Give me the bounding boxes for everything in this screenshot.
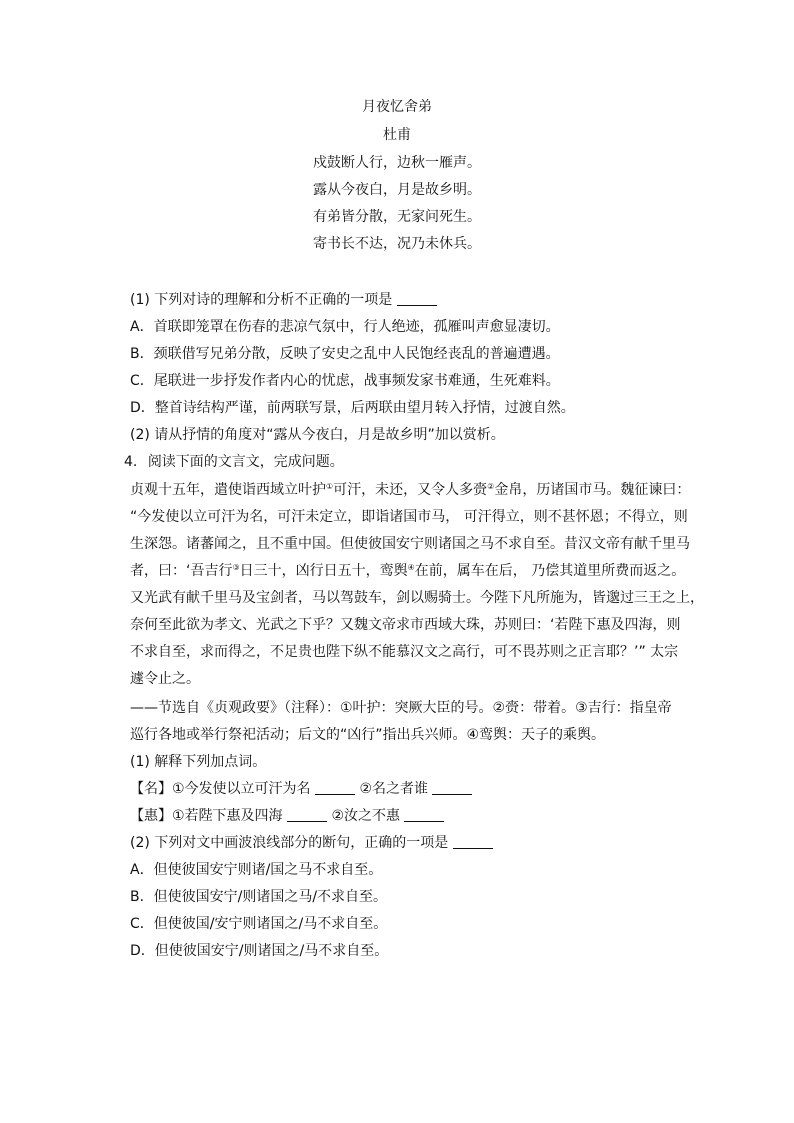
question-title: 阅读下面的文言文，完成问题。	[147, 454, 344, 470]
word-hui	[130, 805, 444, 825]
note-marker: ②	[487, 482, 495, 491]
answer-blank[interactable]	[287, 807, 327, 822]
option-a: A．但使彼国安宁则诸/国之马不求自至。	[130, 862, 383, 878]
passage-line: 又光武有献千里马及宝剑者，马以驾鼓车，剑以赐骑士。今陛下凡所施为，皆邈过三王之上，	[130, 590, 704, 606]
option-a: A．首联即笼罩在伤春的悲凉气氛中，行人绝迹，孤雁叫声愈显凄切。	[130, 319, 560, 335]
option-c: C．尾联进一步抒发作者内心的忧虑，战事频发家书难通，生死难料。	[130, 373, 560, 389]
passage-text: 金帛，历诸国市马。魏征谏曰：	[494, 482, 691, 498]
note-marker: ③	[232, 563, 240, 572]
passage-text: 日三十，凶行日五十，鸾舆	[239, 563, 408, 579]
poem-line: 寄书长不达，况乃未休兵。	[313, 236, 481, 252]
word-ming	[130, 778, 472, 798]
poem-line: 有弟皆分散，无家问死生。	[313, 209, 481, 225]
option-b: B．颈联借写兄弟分散，反映了安史之乱中人民饱经丧乱的普遍遭遇。	[130, 346, 560, 362]
option-d: D．整首诗结构严谨，前两联写景，后两联由望月转入抒情，过渡自然。	[130, 400, 575, 416]
passage-text: 者，曰：‘吾吉行	[130, 563, 233, 579]
answer-blank[interactable]	[432, 780, 472, 795]
passage-line: “今发使以立可汗为名，可汗未定立，即诣诸国市马， 可汗得立，则不甚怀恩；不得立，则	[130, 509, 688, 525]
passage-line: 不求自至，求而得之，不足贵也陛下纵不能慕汉文之高行，可不畏苏则之正言耶？’” 太宗	[130, 644, 679, 660]
question-3-2: (2) 请从抒情的角度对“露从今夜白，月是故乡明”加以赏析。	[130, 427, 505, 443]
passage-line	[130, 479, 690, 499]
item-text: 【惠】①若陛下惠及四海	[130, 808, 283, 824]
question-4-2	[130, 832, 493, 852]
answer-blank[interactable]	[404, 807, 444, 822]
option-d: D．但使彼国安宁/则诸国之/马不求自至。	[130, 943, 389, 959]
question-number: 4.	[124, 454, 138, 470]
note-marker: ④	[407, 563, 415, 572]
question-3-1	[130, 289, 437, 309]
passage-line	[130, 560, 685, 580]
passage-text: 可汗，未还，又令人多赍	[333, 482, 488, 498]
item-text: ②汝之不惠	[331, 808, 401, 824]
passage-line: 生深怨。诸蕃闻之，且不重中国。但使彼国安宁则诸国之马不求自至。昔汉文帝有献千里马	[130, 536, 690, 552]
answer-blank[interactable]	[315, 780, 355, 795]
annotation-line: ——节选自《贞观政要》（注释）：①叶护：突厥大臣的号。②赍：带着。③吉行：指皇帝	[130, 700, 672, 716]
poem-author: 杜甫	[383, 127, 411, 143]
option-c: C．但使彼国/安宁则诸国之/马不求自至。	[130, 916, 388, 932]
answer-blank[interactable]	[453, 834, 493, 849]
poem-line: 露从今夜白，月是故乡明。	[313, 182, 481, 198]
option-b: B．但使彼国安宁/则诸国之马/不求自至。	[130, 889, 388, 905]
poem-title: 月夜忆舍弟	[362, 99, 432, 115]
item-text: ②名之者谁	[359, 781, 429, 797]
passage-text: 贞观十五年，遣使诣西域立叶护	[130, 482, 326, 498]
question-text: (2) 下列对文中画波浪线部分的断句，正确的一项是	[130, 835, 449, 851]
question-4-heading	[124, 451, 344, 471]
passage-text: 在前，属车在后， 乃偿其道里所费而返之。	[414, 563, 686, 579]
note-marker: ①	[326, 482, 334, 491]
passage-line: 奈何至此欲为孝文、光武之下乎？又魏文帝求市西域大珠，苏则曰：‘若陛下惠及四海，则	[130, 617, 681, 633]
item-text: 【名】①今发使以立可汗为名	[130, 781, 311, 797]
passage-line: 遽令止之。	[130, 671, 200, 687]
annotation-line: 巡行各地或举行祭祀活动；后文的“凶行”指出兵兴师。④鸾舆：天子的乘舆。	[130, 727, 606, 743]
question-text: (1) 下列对诗的理解和分析不正确的一项是	[130, 292, 393, 308]
poem-line: 戍鼓断人行，边秋一雁声。	[313, 155, 481, 171]
answer-blank[interactable]	[397, 291, 437, 306]
question-4-1: (1) 解释下列加点词。	[130, 754, 267, 770]
